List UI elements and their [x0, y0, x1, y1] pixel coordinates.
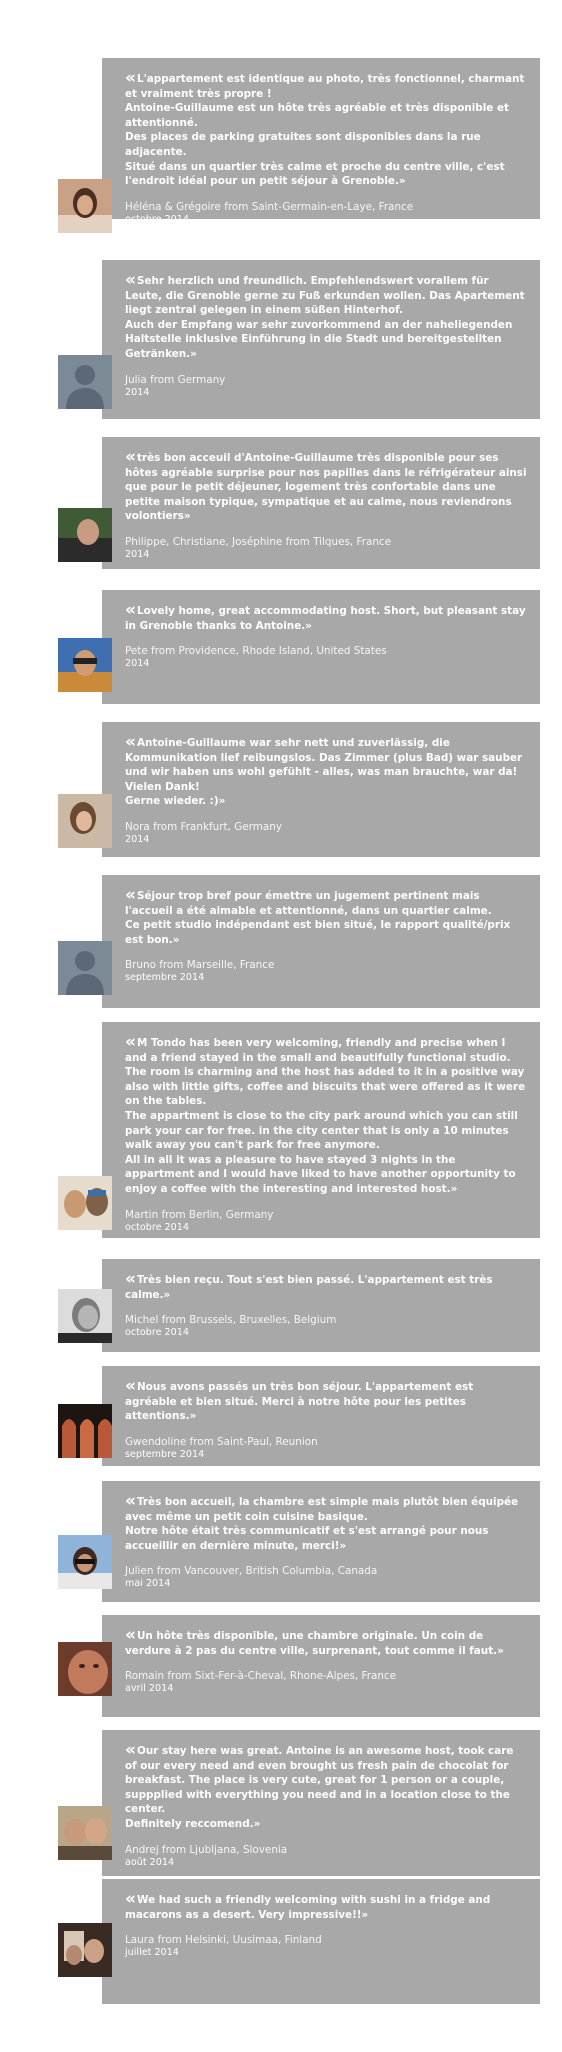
review-card	[102, 1615, 540, 1717]
review-card	[102, 58, 540, 225]
user-photo-icon[interactable]	[58, 1176, 112, 1230]
user-photo-icon[interactable]	[58, 1289, 112, 1343]
user-photo-icon[interactable]	[58, 1806, 112, 1860]
open-quote-mark: «	[125, 1269, 136, 1289]
review-author: Laura from Helsinki, Uusimaa, Finland	[125, 1934, 322, 1947]
user-photo-icon[interactable]	[58, 638, 112, 692]
review-date: octobre 2014	[125, 1221, 189, 1233]
user-photo-icon[interactable]	[58, 1535, 112, 1589]
review-text: Très bon accueil, la chambre est simple mais plutôt bien équipée avec même un petit coin cuisine basique. Notre hôte était très communicatif et s'est arrangé pour nous accueillir en dernière minute, merci!»	[125, 1496, 519, 1552]
review-card	[102, 1259, 540, 1352]
review-card	[102, 1022, 540, 1238]
review-text: Un hôte très disponible, une chambre originale. Un coin de verdure à 2 pas du centre ville, surprenant, tout comme il faut.»	[125, 1630, 504, 1657]
review-author: Philippe, Christiane, Joséphine from Tilques, France	[125, 535, 392, 548]
open-quote-mark: «	[125, 600, 136, 620]
default-user-icon[interactable]	[58, 941, 112, 995]
review-author: Michel from Brussels, Bruxelles, Belgium	[125, 1314, 337, 1327]
review-text: Séjour trop bref pour émettre un jugement pertinent mais l'accueil a été aimable et attentionné, dans un quartier calme. Ce petit studio indépendant est bien situé, le rapport qualité/prix est bon.»	[125, 890, 511, 946]
review-card	[102, 590, 540, 704]
review-author: Gwendoline from Saint-Paul, Reunion	[125, 1435, 318, 1448]
review-text: très bon acceuil d'Antoine-Guillaume très disponible pour ses hôtes agréable surprise pour nos papilles dans le réfrigérateur ainsi que pour le petit déjeuner, logement très confortable dans une petite maison typique, sympatique et au calme, nous reviendrons volontiers»	[125, 452, 527, 523]
open-quote-mark: «	[125, 270, 136, 290]
user-photo-icon[interactable]	[58, 179, 112, 233]
review-date: août 2014	[125, 1856, 175, 1868]
open-quote-mark: «	[125, 1740, 136, 1760]
open-quote-mark: «	[125, 1032, 136, 1052]
open-quote-mark: «	[125, 885, 136, 905]
review-author: Romain from Sixt-Fer-à-Cheval, Rhone-Alpes, France	[125, 1670, 397, 1683]
review-card	[102, 1730, 540, 1876]
open-quote-mark: «	[125, 1625, 136, 1645]
review-date: septembre 2014	[125, 1448, 205, 1460]
review-author: Héléna & Grégoire from Saint-Germain-en-Laye, France	[125, 200, 414, 213]
open-quote-mark: «	[125, 1491, 136, 1511]
open-quote-mark: «	[125, 1376, 136, 1396]
review-author: Martin from Berlin, Germany	[125, 1208, 274, 1221]
open-quote-mark: «	[125, 68, 136, 88]
review-date: 2014	[125, 548, 150, 560]
review-card	[102, 1879, 540, 2004]
review-author: Bruno from Marseille, France	[125, 959, 275, 972]
user-photo-icon[interactable]	[58, 1642, 112, 1696]
review-card	[102, 722, 540, 857]
review-text: Très bien reçu. Tout s'est bien passé. L'appartement est très calme.»	[125, 1274, 493, 1301]
user-photo-icon[interactable]	[58, 1923, 112, 1977]
user-photo-icon[interactable]	[58, 1404, 112, 1458]
open-quote-mark: «	[125, 1889, 136, 1909]
review-date: octobre 2014	[125, 1327, 189, 1339]
user-photo-icon[interactable]	[58, 508, 112, 562]
review-date: mai 2014	[125, 1578, 171, 1590]
review-card	[102, 260, 540, 419]
review-author: Nora from Frankfurt, Germany	[125, 820, 282, 833]
review-text: Nous avons passés un très bon séjour. L'appartement est agréable et bien situé. Merci à notre hôte pour les petites attentions.»	[125, 1381, 474, 1423]
review-text: Sehr herzlich und freundlich. Empfehlendswert vorallem für Leute, die Grenoble gerne zu Fuß erkunden wollen. Das Apartement liegt zentral gelegen in einem süßen Hinterhof. Auch der Empfang war sehr zuvorkommend an der naheliegenden Haltstelle inklusive Einführung in die Stadt und bereitgestellten Getränken.»	[125, 275, 525, 360]
review-date: septembre 2014	[125, 972, 205, 984]
review-text: Antoine-Guillaume war sehr nett und zuverlässig, die Kommunikation lief reibungslos. Das Zimmer (plus Bad) war sauber und wir haben uns wohl gefühlt - alles, was man brauchte, war da! Vielen Dank! Gerne wieder. :)»	[125, 737, 523, 808]
review-date: 2014	[125, 833, 150, 845]
review-author: Julien from Vancouver, British Columbia, Canada	[125, 1565, 378, 1578]
review-date: octobre 2014	[125, 213, 189, 225]
review-author: Julia from Germany	[125, 373, 226, 386]
open-quote-mark: «	[125, 732, 136, 752]
review-card	[102, 875, 540, 1008]
review-author: Pete from Providence, Rhode Island, United States	[125, 645, 387, 658]
review-card	[102, 1481, 540, 1602]
review-text: M Tondo has been very welcoming, friendly and precise when I and a friend stayed in the small and beautifully functional studio. The room is charming and the host has added to it in a positive way also with little gifts, coffee and biscuits that were offered as it were on the tables. The appartment is close to the city park around which you can still park your car for free. in the city center that is only a 10 minutes walk away you can't park for free anymore. All in all it was a pleasure to have stayed 3 nights in the appartment and I would have liked to have another opportunity to enjoy a coffee with the interesting and interested host.»	[125, 1037, 526, 1195]
review-date: 2014	[125, 386, 150, 398]
review-date: avril 2014	[125, 1683, 174, 1695]
review-card	[102, 1366, 540, 1466]
review-date: 2014	[125, 658, 150, 670]
review-text: Our stay here was great. Antoine is an awesome host, took care of our every need and even brought us fresh pain de chocolat for breakfast. The place is very cute, great for 1 person or a couple, suppplied with everything you need and in a location close to the center. Definitely reccomend.»	[125, 1745, 514, 1830]
user-photo-icon[interactable]	[58, 794, 112, 848]
review-text: We had such a friendly welcoming with sushi in a fridge and macarons as a desert. Very impressive!!»	[125, 1894, 491, 1921]
default-user-icon[interactable]	[58, 355, 112, 409]
review-text: Lovely home, great accommodating host. Short, but pleasant stay in Grenoble thanks to Antoine.»	[125, 605, 526, 632]
open-quote-mark: «	[125, 447, 136, 467]
review-author: Andrej from Ljubljana, Slovenia	[125, 1843, 288, 1856]
review-text: L'appartement est identique au photo, très fonctionnel, charmant et vraiment très propre ! Antoine-Guillaume est un hôte très agréable et très disponible et attentionné. Des places de parking gratuites sont disponibles dans la rue adjacente. Situé dans un quartier très calme et proche du centre ville, c'est l'endroit idéal pour un petit séjour à Grenoble.»	[125, 73, 525, 188]
review-card	[102, 437, 540, 569]
review-date: juillet 2014	[125, 1947, 179, 1959]
